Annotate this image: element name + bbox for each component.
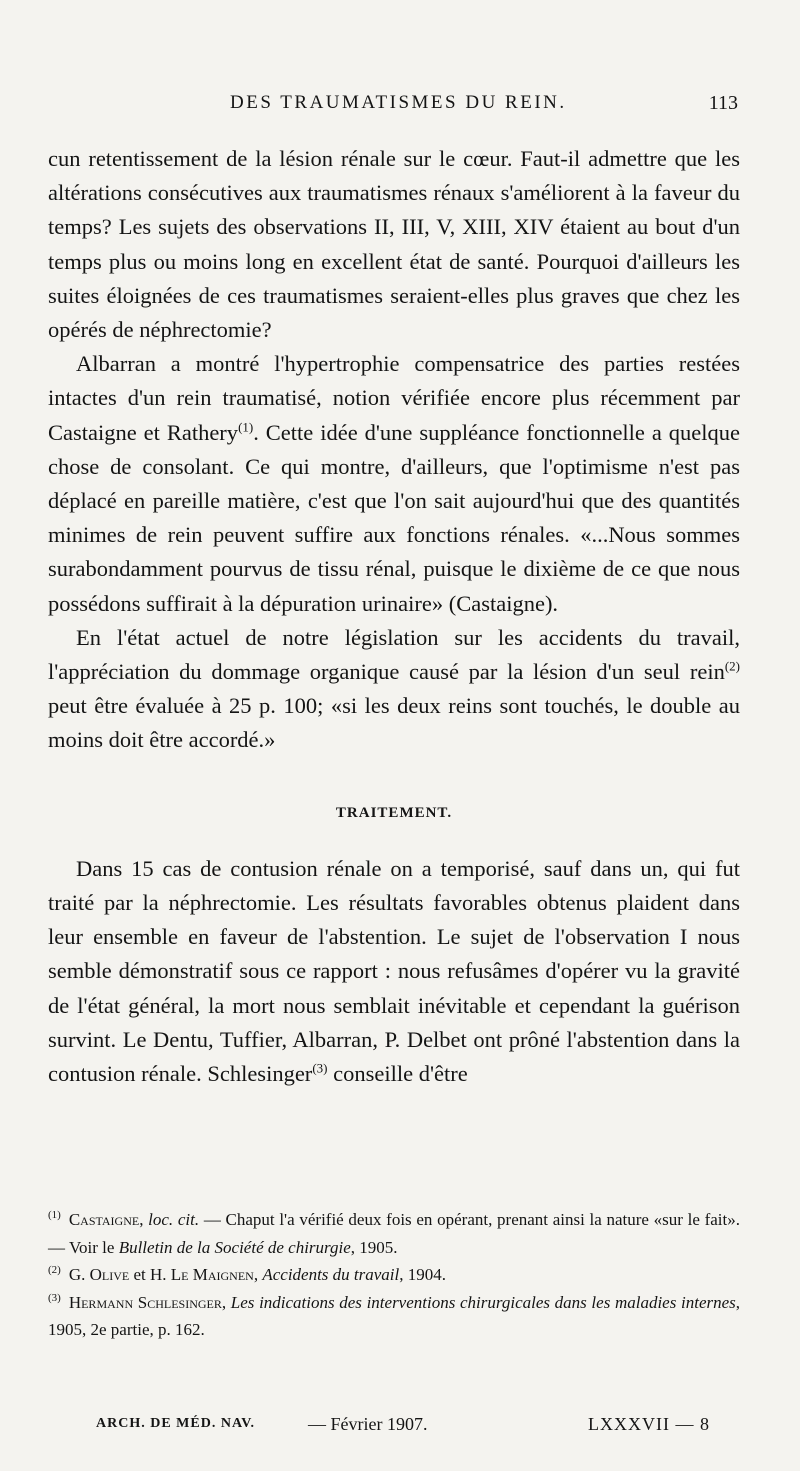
paragraph-2-text-b: . Cette idée d'une suppléance fonctionnelle a quelque chose de consolant. Ce qui montre, d'ailleurs, que l'optimisme n'est pas déplacé en pareille matière, c'est que l'on sait aujourd'hui que des quantités minimes de rein peuvent suffire aux fonctions rénales. «...Nous sommes surabondamment pourvus de tissu rénal, puisque le dixième de ce que nous possédons suffirait à la dépuration urinaire» (Castaigne). — [48, 419, 740, 616]
paragraph-3-text-a: En l'état actuel de notre législation sur les accidents du travail, l'appréciation du dommage organique causé par la lésion d'un seul rein — [48, 624, 740, 685]
footnote-1-number: (1) — [48, 1209, 61, 1222]
footnote-2-title: Accidents du travail — [262, 1265, 400, 1284]
signature-mark: LXXXVII — 8 — [588, 1414, 710, 1434]
paragraph-4-text-a: Dans 15 cas de contusion rénale on a temporisé, sauf dans un, qui fut traité par la néphrectomie. Les résultats favorables obtenus plaident dans leur ensemble en faveur de l'abstention. Le sujet de l'observation I nous semble démonstratif sous ce rapport : nous refusâmes d'opérer vu la gravité de l'état général, la mort nous semblait inévitable et cependant la guérison survint. Le Dentu, Tuffier, Albarran, P. Delbet ont prôné l'abstention dans la contusion rénale. Schlesinger — [48, 855, 740, 1087]
footnote-2-and: et H. — [129, 1265, 171, 1284]
footnote-2-author-a: G. Olive — [68, 1265, 130, 1284]
paragraph-3 — [48, 621, 740, 758]
footnotes — [48, 1206, 740, 1344]
footnote-1: $^{(1)}$ Castaigne, loc. cit. — Chaput l'a vérifié deux fois en opérant, prenant ainsi la nature «sur le fait». — Voir le Bulletin de la Société de chirurgie, 1905. — [48, 1209, 741, 1257]
footnote-1-loc: loc. cit. — [148, 1210, 200, 1229]
footnote-2-number: (2) — [48, 1264, 61, 1277]
footnote-2-year: , 1904. — [399, 1265, 447, 1284]
issue-date: — Février 1907. — [308, 1414, 428, 1434]
body-text — [48, 142, 740, 1091]
paragraph-4 — [48, 852, 740, 1091]
footnote-ref-3: (3) — [312, 1060, 328, 1076]
footnote-ref-2: (2) — [724, 658, 740, 674]
footnote-3-title: Les indications des interventions chirurgicales dans les maladies internes — [230, 1292, 736, 1312]
section-heading: TRAITEMENT. — [335, 804, 453, 821]
page-footer — [96, 1414, 710, 1444]
paragraph-3-text-b: peut être évaluée à 25 p. 100; «si les deux reins sont touchés, le double au moins doit être accordé.» — [48, 693, 740, 753]
footnote-1-year: , 1905. — [350, 1237, 398, 1257]
journal-name: ARCH. DE MÉD. NAV. — [96, 1416, 256, 1431]
footnote-1-bulletin: Bulletin de la Société de chirurgie — [118, 1237, 351, 1257]
footnote-3-author: Hermann Schlesinger — [68, 1292, 222, 1312]
footnote-3: $^{(3)}$ Hermann Schlesinger, Les indications des interventions chirurgicales dans les maladies internes, 1905, 2e partie, p. 162. — [48, 1291, 741, 1339]
running-title: DES TRAUMATISMES DU REIN. — [230, 92, 567, 113]
paragraph-1 — [48, 142, 740, 347]
footnote-1-text: — Chaput l'a vérifié deux fois en opérant, prenant ainsi la nature «sur le fait». — Voir le — [48, 1210, 741, 1257]
page-header — [48, 92, 738, 124]
footnote-3-rest: , 1905, 2e partie, p. 162. — [48, 1292, 741, 1339]
paragraph-1-text: cun retentissement de la lésion rénale sur le cœur. Faut-il admettre que les altérations consécutives aux traumatismes rénaux s'améliorent à la faveur du temps? Les sujets des observations II, III, V, XIII, XIV étaient au bout d'un temps plus ou moins long en excellent état de santé. Pourquoi d'ailleurs les suites éloignées de ces traumatismes seraient-elles plus graves que chez les opérés de néphrectomie? — [48, 146, 740, 343]
footnote-1-author: Castaigne — [68, 1210, 140, 1229]
paragraph-2-text-a: Albarran a montré l'hypertrophie compensatrice des parties restées intactes d'un rein traumatisé, notion vérifiée encore plus récemment par Castaigne et Rathery — [48, 351, 740, 445]
paragraph-2 — [48, 347, 740, 621]
page-number: 113 — [708, 92, 738, 114]
paragraph-4-text-b: conseille d'être — [327, 1061, 468, 1087]
footnote-2: $^{(2)}$ G. Olive et H. Le Maignen, Accidents du travail, 1904. — [48, 1264, 447, 1284]
footnote-3-number: (3) — [48, 1291, 61, 1304]
footnote-2-author-b: Le Maignen — [170, 1265, 254, 1284]
footnote-ref-1: (1) — [238, 419, 254, 435]
